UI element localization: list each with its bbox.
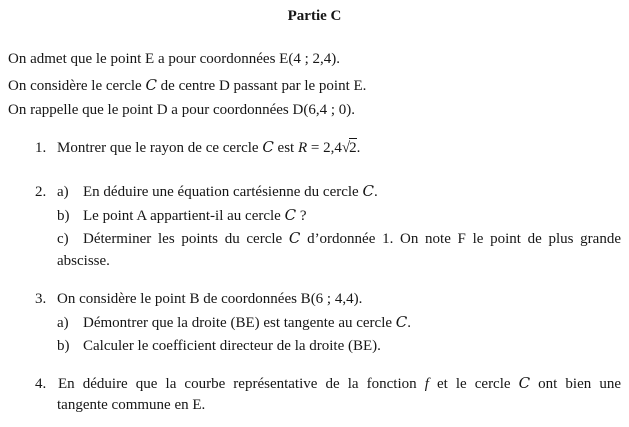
question-1 <box>35 137 360 158</box>
text-segment: . <box>373 184 378 200</box>
text-segment: ont bien une <box>530 376 621 392</box>
item-number: 2. <box>35 184 47 200</box>
radicand: 2 <box>349 140 357 156</box>
text-segment: Démontrer que la droite (BE) est tangente au cercle <box>83 315 396 331</box>
question-2-sub-a <box>35 181 378 202</box>
question-2-sub-b <box>57 205 307 226</box>
question-4 <box>35 373 621 394</box>
radical-sign: √ <box>341 140 351 156</box>
circle-c-symbol: C <box>362 182 374 200</box>
circle-c-symbol: C <box>284 206 297 224</box>
sub-item-marker: a) <box>57 184 69 200</box>
question-4-continuation <box>57 395 205 415</box>
text-segment: de centre D passant par le point E. <box>156 78 367 94</box>
text-segment: En déduire une équation cartésienne du cercle <box>83 184 363 200</box>
circle-c-symbol: C <box>262 138 274 156</box>
text-segment: On rappelle que le point D a pour coordonnées D(6,4 ; 0). <box>8 102 355 118</box>
variable-r: R <box>297 140 308 156</box>
text-segment: Calculer le coefficient directeur de la droite (BE). <box>83 338 381 354</box>
question-3-sub-a <box>57 312 411 333</box>
item-number: 1. <box>35 140 47 156</box>
circle-c-symbol: C <box>288 229 301 247</box>
sub-item-marker: c) <box>57 231 69 247</box>
question-3-sub-b <box>57 336 381 356</box>
text-segment: tangente commune en E. <box>57 397 206 413</box>
intro-line-3 <box>8 100 355 120</box>
intro-line-2 <box>8 75 366 96</box>
text-segment: On considère le cercle <box>8 78 146 94</box>
text-segment: d’ordonnée 1. On note F le point de plus grande <box>300 231 621 247</box>
item-number: 3. <box>35 291 47 307</box>
circle-c-symbol: C <box>395 313 408 331</box>
function-f-symbol: f <box>424 376 429 392</box>
sub-item-marker: b) <box>57 338 70 354</box>
text-segment: En déduire que la courbe représentative de la fonction <box>58 376 425 392</box>
text-segment: et le cercle <box>428 376 519 392</box>
text-segment: . <box>356 140 361 156</box>
text-segment: On considère le point B de coordonnées B(6 ; 4,4). <box>57 291 363 307</box>
text-segment: = 2,4 <box>307 140 342 156</box>
text-segment: Déterminer les points du cercle <box>83 231 289 247</box>
question-2-sub-c <box>57 228 621 249</box>
text-segment: est <box>273 140 298 156</box>
circle-c-symbol: C <box>145 76 157 94</box>
circle-c-symbol: C <box>518 374 531 392</box>
sub-item-marker: b) <box>57 208 70 224</box>
text-segment: ? <box>296 208 307 224</box>
text-segment: . <box>407 315 412 331</box>
sub-item-marker: a) <box>57 315 69 331</box>
text-segment: Montrer que le rayon de ce cercle <box>57 140 263 156</box>
text-segment: On admet que le point E a pour coordonnées E(4 ; 2,4). <box>8 51 340 67</box>
question-2-sub-c-continuation <box>57 251 110 271</box>
page-title: Partie C <box>287 8 342 24</box>
item-number: 4. <box>35 376 47 392</box>
question-3 <box>35 289 362 309</box>
intro-line-1 <box>8 49 340 69</box>
text-segment: abscisse. <box>57 253 110 269</box>
text-segment: Le point A appartient-il au cercle <box>83 208 285 224</box>
